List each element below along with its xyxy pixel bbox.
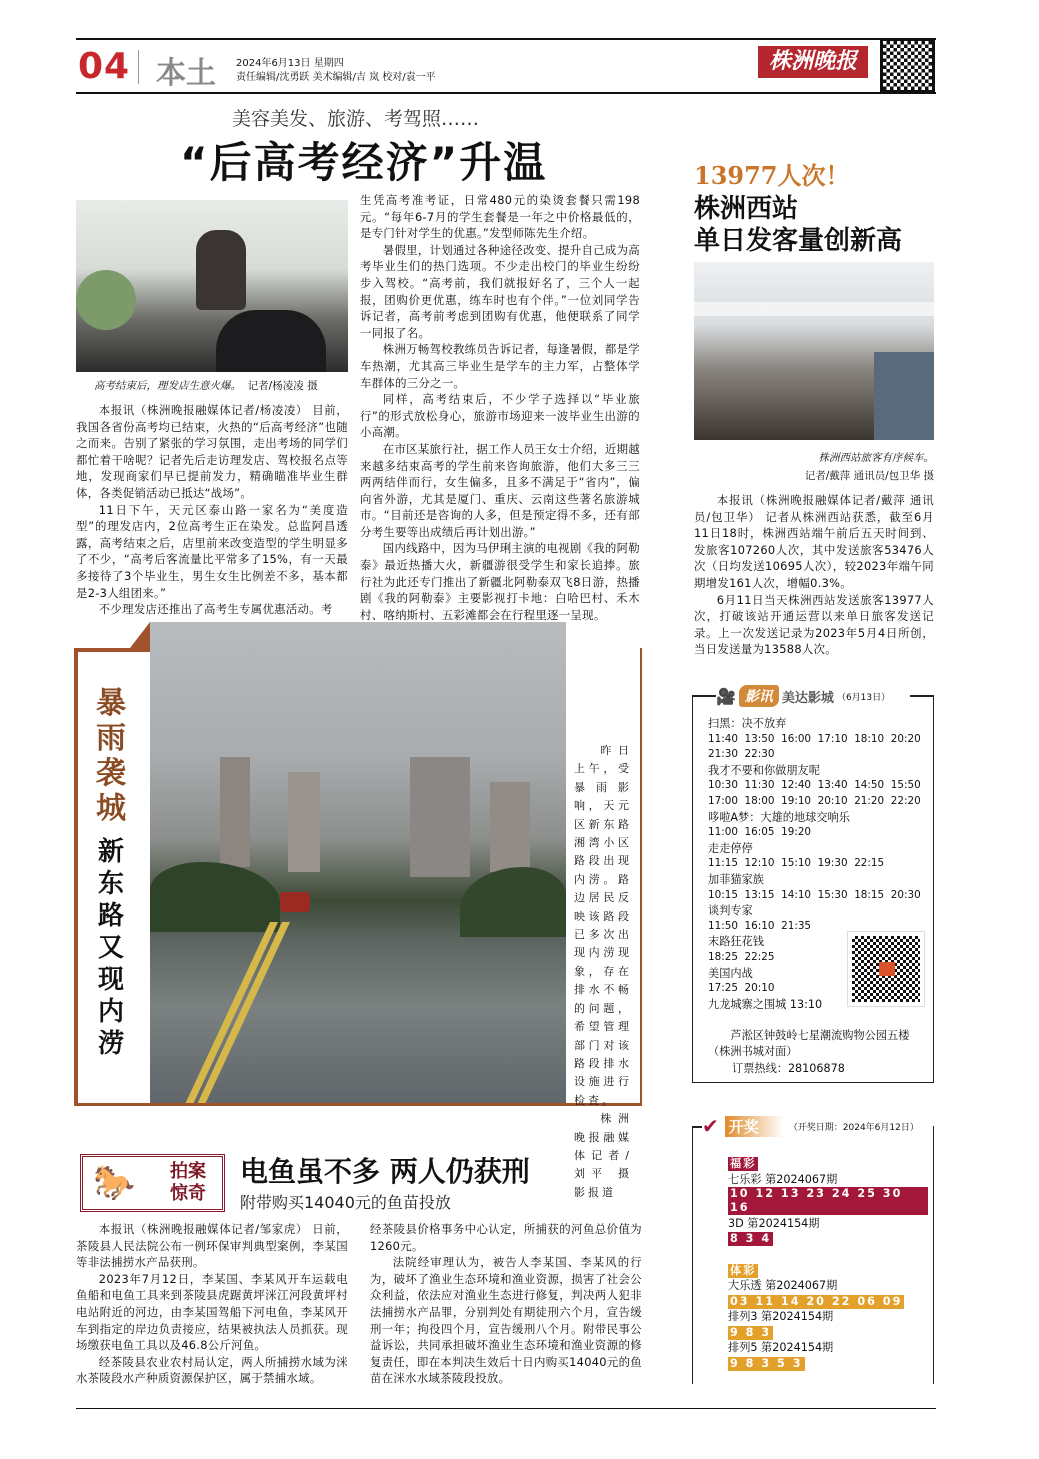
paragraph: 2023年7月12日，李某国、李某风开车运载电鱼船和电鱼工具来到茶陵县虎踞黄坪洣江河段黄坪村电站附近的河边，由李某国驾船下河电鱼，李某风开车到指定的岸边负责接应，结果被执法人员抓获。现场缴获电鱼工具以及46.8公斤河鱼。 xyxy=(76,1271,348,1353)
paragraph: 本报讯（株洲晚报融媒体记者/戴萍 通讯员/包卫华） 记者从株洲西站获悉，截至6月11日18时，株洲西站端午前后五天时间到、发旅客107260人次，其中发送旅客53476人次（日均发送10695人次），较2023年端午同期增发161人次，增幅0.3%。 xyxy=(694,493,934,590)
rain-title-main: 暴雨袭城 xyxy=(96,686,126,826)
lottery-game: 3D 第2024154期 xyxy=(728,1216,820,1230)
cinema-badge: 影讯 xyxy=(739,685,779,707)
paragraph: 在市区某旅行社，据工作人员王女士介绍，近期越来越多结束高考的学生前来咨询旅游，他们大多三三两两结伴而行，女生偏多，且多不满足于“省内”，偏向省外游，尤其是厦门、重庆、云南这些著名旅游城市。“目前还是咨询的人多，但是预定得不多，还有部分考生要等出成绩后再计划出游。” xyxy=(360,441,640,539)
paragraph: 法院经审理认为，被告人李某国、李某风的行为，破坏了渔业生态环境和渔业资源，损害了社会公众利益，依法应对渔业生态进行修复，判决两人犯非法捕捞水产品罪，分别判处有期徒刑六个月，宣告缓刑一年；拘役四个月，宣告缓刑八个月。附带民事公益诉讼，共同承担破坏渔业生态环境和渔业资源的修复责任，即在本判决生效后十日内购买14040元的鱼苗在洣水水域茶陵段投放。 xyxy=(370,1255,642,1386)
movie-title: 九龙城寨之围城 13:10 xyxy=(708,997,823,1011)
lottery-header xyxy=(702,1114,932,1138)
sports-label: 体彩 xyxy=(730,1263,757,1277)
lottery-date: （开奖日期：2024年6月12日） xyxy=(788,1122,919,1133)
showtimes: 10:15 13:15 14:10 15:30 18:15 20:30 xyxy=(708,888,921,901)
paragraph: 经茶陵县农业农村局认定，两人所捕捞水域为洣水茶陵段水产种质资源保护区，属于禁捕水域。 xyxy=(76,1354,348,1386)
issue-date: 2024年6月13日 星期四 xyxy=(236,58,344,69)
lottery-game: 七乐彩 第2024067期 xyxy=(728,1172,838,1186)
showtimes: 11:00 16:05 19:20 xyxy=(708,826,812,839)
movie-title: 谈判专家 xyxy=(708,904,753,918)
paragraph: 本报讯（株洲晚报融媒体记者/杨凌凌） 目前，我国各省份高考均已结束，火热的“后高考经济”也随之而来。告别了紧张的学习氛围，走出考场的同学们都忙着干啥呢？记者先后走访理发店、驾校报名点等地，发现商家们早已提前发力，精确瞄准毕业生群体，各类促销活动已抵达“战场”。 xyxy=(76,403,348,500)
cinema-qr-code-icon[interactable] xyxy=(848,932,924,1006)
caption-credit: 记者/杨凌凌 摄 xyxy=(247,380,318,392)
lottery-game: 排列5 第2024154期 xyxy=(728,1341,834,1354)
paragraph: 暑假里，计划通过各种途径改变、提升自己成为高考毕业生们的热门选项。不少走出校门的毕业生纷纷步入驾校。“高考前，我们就报好名了，三个人一起报，团购价更优惠，练车时也有个伴。”一位刘同学告诉记者，高考前考虑到团购有优惠，他便联系了同学一同报了名。 xyxy=(360,242,640,340)
lead-kicker: 美容美发、旅游、考驾照…… xyxy=(232,108,480,130)
cinema-name: 美达影城 xyxy=(781,690,834,706)
rain-title-sub: 新东路又现内涝 xyxy=(98,837,125,1059)
lead-column-1 xyxy=(76,402,348,618)
header-divider xyxy=(138,50,139,84)
lead-title: “后高考经济”升温 xyxy=(180,138,548,187)
header-top-rule xyxy=(76,38,936,40)
station-photo-credit: 记者/戴萍 通讯员/包卫华 摄 xyxy=(804,470,934,482)
footer-rule xyxy=(76,1408,936,1409)
movie-title: 走走停停 xyxy=(708,841,753,855)
editors: 责任编辑/沈勇跃 美术编辑/吉 岚 校对/袁一平 xyxy=(236,72,436,83)
paragraph: 株洲万畅驾校教练员告诉记者，每逢暑假，都是学车热潮，尤其高三毕业生是学车的主力军，占整体学车群体的三分之一。 xyxy=(360,342,640,390)
showtimes: 11:40 13:50 16:00 17:10 18:10 20:20 xyxy=(708,732,921,745)
movie-title: 美国内战 xyxy=(708,966,753,980)
checkmark-icon: ✔ xyxy=(702,1114,719,1138)
welfare-label: 福彩 xyxy=(730,1157,757,1170)
lottery-numbers: 9 8 3 5 3 xyxy=(730,1356,803,1370)
movie-title: 加菲猫家族 xyxy=(708,872,764,886)
station-title-line2: 单日发客量创新高 xyxy=(694,226,903,256)
movie-title: 我才不要和你做朋友呢 xyxy=(708,763,820,777)
logo-text: 株洲晚报 xyxy=(768,49,857,74)
station-photo xyxy=(694,262,934,440)
caption-text: 高考结束后，理发店生意火爆。 xyxy=(94,380,241,392)
paragraph: 11日下午，天元区泰山路一家名为“美度造型”的理发店内，2位高考生正在染发。总监阿昌透露，高考结束之后，店里前来改变造型的学生明显多了不少，“高考后客流量比平常多了15%，有一天最多接待了3个毕业生，男生女生比例差不多，基本都是2-3人组团来。” xyxy=(76,502,348,600)
horse-icon: 🐎 xyxy=(93,1163,136,1203)
showtimes: 17:00 18:00 19:10 20:10 21:20 22:20 xyxy=(708,794,921,807)
lottery-game: 大乐透 第2024067期 xyxy=(728,1279,838,1292)
rain-body xyxy=(574,742,632,1202)
case-title: 电鱼虽不多 两人仍获刑 xyxy=(240,1155,530,1188)
rain-credit: 株洲晚报融媒体记者/刘平 摄影报道 xyxy=(574,1112,632,1199)
station-body xyxy=(694,492,934,658)
movie-title: 末路狂花钱 xyxy=(708,935,764,949)
lottery-badge: 开奖 xyxy=(725,1116,783,1137)
cinema-box-top-left xyxy=(692,695,716,697)
salon-photo xyxy=(76,200,348,372)
projector-icon: 🎥 xyxy=(716,686,736,706)
cinema-hotline[interactable]: 订票热线：28106878 xyxy=(732,1062,845,1075)
lottery-numbers: 03 11 14 20 22 06 09 xyxy=(730,1294,903,1308)
cinema-header xyxy=(716,684,910,708)
lottery-numbers: 9 8 3 xyxy=(730,1325,772,1339)
cinema-box-top-right xyxy=(910,695,934,697)
station-kicker: 13977人次！ xyxy=(694,161,850,190)
paragraph: 国内线路中，因为马伊琍主演的电视剧《我的阿勒泰》最近热播大火，新疆游很受学生和家长追捧。旅行社为此还专门推出了新疆北阿勒泰双飞8日游，热播剧《我的阿勒泰》主要影视打卡地：白哈巴村、禾木村、喀纳斯村、五彩滩都会在行程里逐一呈现。 xyxy=(360,541,640,622)
salon-photo-caption xyxy=(94,378,318,393)
station-photo-caption: 株洲西站旅客有序候车。 xyxy=(818,452,934,464)
paragraph: 6月11日当天株洲西站发送旅客13977人次，打破该站开通运营以来单日旅客发送记录。上一次发送记录为2023年5月4日所创，当日发送量为13588人次。 xyxy=(694,592,934,657)
showtimes: 11:50 16:10 21:35 xyxy=(708,919,812,932)
paragraph: 同样，高考结束后，不少学子选择以“毕业旅行”的形式放松身心，旅游市场迎来一波毕业生出游的小高潮。 xyxy=(360,392,640,440)
case-column-1 xyxy=(76,1221,348,1387)
showtimes: 18:25 22:25 xyxy=(708,950,775,963)
lottery-results xyxy=(728,1156,928,1371)
movie-title: 哆啦A梦：大雄的地球交响乐 xyxy=(708,810,850,824)
showtimes: 10:30 11:30 12:40 13:40 14:50 15:50 xyxy=(708,779,921,792)
lottery-box-top-left xyxy=(692,1126,702,1128)
qr-code-icon[interactable] xyxy=(880,38,935,93)
seal-text: 拍案惊奇 xyxy=(170,1161,206,1204)
lottery-game: 排列3 第2024154期 xyxy=(728,1310,834,1323)
showtimes: 17:25 20:10 xyxy=(708,982,775,995)
rain-frame-corner xyxy=(130,622,150,648)
lead-column-2 xyxy=(360,192,640,623)
paragraph: 不少理发店还推出了高考生专属优惠活动。考 xyxy=(98,602,333,617)
paragraph: 经茶陵县价格事务中心认定，所捕获的河鱼总价值为1260元。 xyxy=(370,1222,642,1253)
page-number: 04 xyxy=(78,46,131,87)
lottery-numbers: 10 12 13 23 24 25 30 16 xyxy=(728,1187,928,1215)
paragraph: 本报讯（株洲晚报融媒体记者/邹家虎） 日前，茶陵县人民法院公布一例环保审判典型案例，李某国等非法捕捞水产品获刑。 xyxy=(76,1222,348,1270)
case-column-2 xyxy=(370,1221,642,1387)
header-bottom-rule xyxy=(76,92,936,94)
cinema-address: 芦淞区钟鼓岭七星潮流购物公园五楼（株洲书城对面） xyxy=(708,1029,910,1058)
section-name: 本土 xyxy=(156,56,216,91)
paragraph: 生凭高考准考证，日常480元的染烫套餐只需198元。“每年6-7月的学生套餐是一年之中价格最低的，是专门针对学生的优惠。”发型师陈先生介绍。 xyxy=(360,193,640,241)
showtimes: 11:15 12:10 15:10 19:30 22:15 xyxy=(708,857,885,870)
case-subtitle: 附带购买14040元的鱼苗投放 xyxy=(240,1193,451,1212)
flooded-street-photo xyxy=(150,622,566,1103)
movie-title: 扫黑：决不放弃 xyxy=(708,717,787,730)
rain-text: 昨日上午，受暴雨影响，天元区新东路湘湾小区路段出现内涝。路边居民反映该路段已多次出现内涝现象，存在排水不畅的问题，希望管理部门对该路段排水设施进行检查。 xyxy=(574,744,632,1107)
case-seal-logo xyxy=(80,1154,225,1212)
station-title-line1: 株洲西站 xyxy=(694,194,799,224)
showtimes: 21:30 22:30 xyxy=(708,748,775,761)
newspaper-logo xyxy=(758,46,868,78)
lottery-numbers: 8 3 4 xyxy=(730,1232,772,1245)
cinema-date: （6月13日） xyxy=(836,692,891,703)
